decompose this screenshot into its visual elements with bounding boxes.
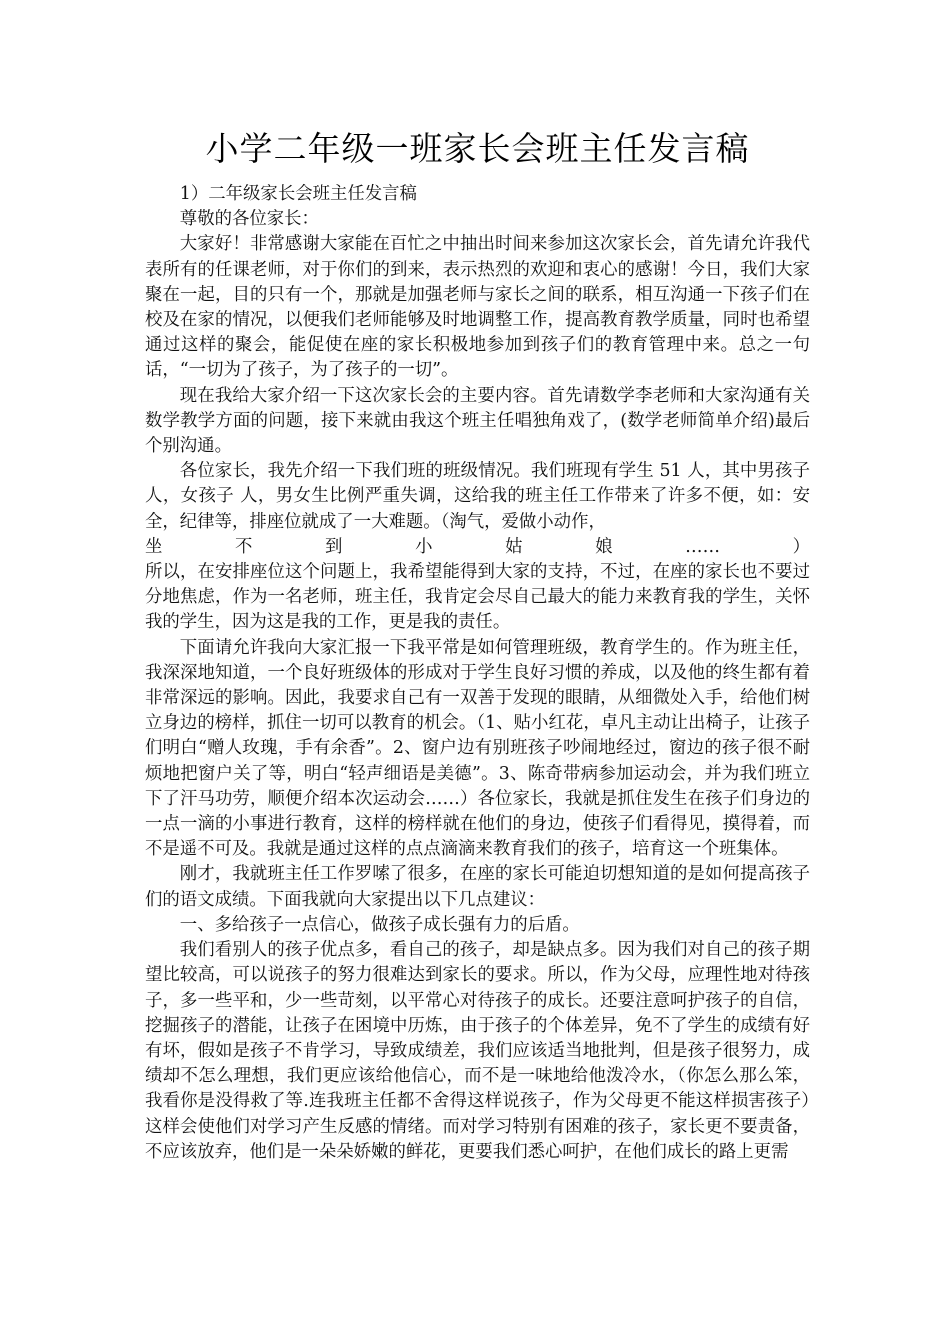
document-title: 小学二年级一班家长会班主任发言稿 (205, 129, 750, 168)
paragraph-transition: 刚才，我就班主任工作罗嗦了很多，在座的家长可能迫切想知道的是如何提高孩子们的语文成绩。下面我就向大家提出以下几点建议： (145, 864, 810, 910)
paragraph-heading: 1）二年级家长会班主任发言稿 (179, 184, 417, 204)
paragraph-suggestion-one: 一、多给孩子一点信心，做孩子成长强有力的后盾。 (179, 914, 580, 935)
paragraph-suggestion-one-body: 我们看别人的孩子优点多，看自己的孩子，却是缺点多。因为我们对自己的孩子期望比较高，可以说孩子的努力很难达到家长的要求。所以，作为父母，应理性地对待孩子，多一些平和，少一些苛刻，以平常心对待孩子的成长。还要注意呵护孩子的自信，挖掘孩子的潜能，让孩子在困境中历炼，由于孩子的个体差异，免不了学生的成绩有好有坏，假如是孩子不肯学习，导致成绩差，我们应该适当地批判，但是孩子很努力，成绩却不怎么理想，我们更应该给他信心，而不是一味地给他泼冷水，（你怎么那么笨，我看你是没得救了等.连我班主任都不舍得这样说孩子，作为父母更不能这样损害孩子）这样会使他们对学习产生反感的情绪。而对学习特别有困难的孩子，家长更不要责备，不应该放弃，他们是一朵朵娇嫩的鲜花，更要我们悉心呵护，在他们成长的路上更需 (145, 940, 810, 1162)
paragraph-greeting: 大家好！非常感谢大家能在百忙之中抽出时间来参加这次家长会，首先请允许我代表所有的任课老师，对于你们的到来，表示热烈的欢迎和衷心的感谢！今日，我们大家聚在一起，目的只有一个，那就是加强老师与家长之间的联系，相互沟通一下孩子们在校及在家的情况，以便我们老师能够及时地调整工作，提高教育教学质量，同时也希望通过这样的聚会，能促使在座的家长积极地参加到孩子们的教育管理中来。总之一句话，“一切为了孩子，为了孩子的一切”。 (145, 234, 810, 381)
paragraph-agenda: 现在我给大家介绍一下这次家长会的主要内容。首先请数学李老师和大家沟通有关数学教学方面的问题，接下来就由我这个班主任唱独角戏了，(数学老师简单介绍)最后个别沟通。 (145, 385, 810, 457)
paragraph-class-info: 各位家长，我先介绍一下我们班的班级情况。我们班现有学生 51 人，其中男孩子 人，女孩子 人，男女生比例严重失调，这给我的班主任工作带来了许多不便，如：安全，纪律等，排座位就成了一大难题。（淘气，爱做小动作， (145, 461, 810, 532)
paragraph-management: 下面请允许我向大家汇报一下我平常是如何管理班级，教育学生的。作为班主任，我深深地知道，一个良好班级体的形成对于学生良好习惯的养成，以及他的终生都有着非常深远的影响。因此，我要求自己有一双善于发现的眼睛，从细微处入手，给他们树立身边的榜样，抓住一切可以教育的机会。（1、贴小红花，卓凡主动让出椅子，让孩子们明白“赠人玫瑰，手有余香”。2、窗户边有别班孩子吵闹地经过，窗边的孩子很不耐烦地把窗户关了等，明白“轻声细语是美德”。3、陈奇带病参加运动会，并为我们班立下了汗马功劳，顺便介绍本次运动会……）各位家长，我就是抓住发生在孩子们身边的一点一滴的小事进行教育，这样的榜样就在他们的身边，使孩子们看得见，摸得着，而不是遥不可及。我就是通过这样的点点滴滴来教育我们的孩子，培育这一个班集体。 (145, 637, 810, 860)
paragraph-class-info-spread-line: 坐不到小姑娘……） (145, 536, 810, 557)
document-page (145, 124, 810, 1165)
paragraph-salutation: 尊敬的各位家长： (179, 209, 319, 230)
paragraph-seating: 所以，在安排座位这个问题上，我希望能得到大家的支持，不过，在座的家长也不要过分地焦虑，作为一名老师，班主任，我肯定会尽自己最大的能力来教育我的学生，关怀我的学生，因为这是我的工作，更是我的责任。 (145, 562, 810, 633)
